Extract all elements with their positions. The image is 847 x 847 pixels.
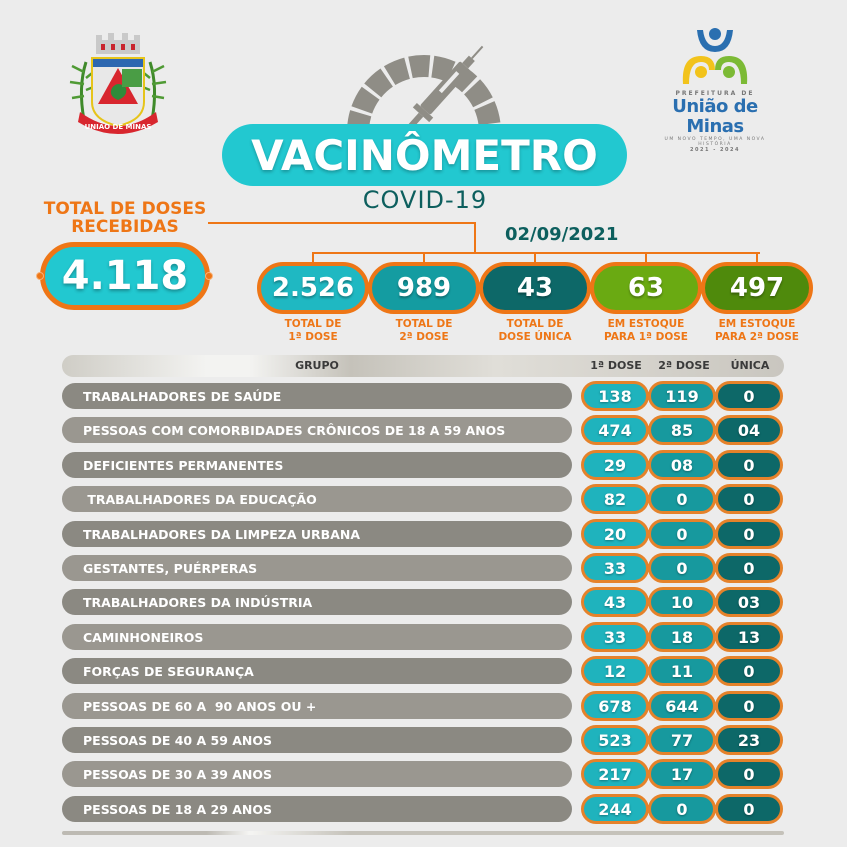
stat-label-line2: PARA 1ª DOSE (604, 331, 688, 343)
people-logo-icon (675, 22, 755, 86)
column-header-group: GRUPO (295, 359, 339, 372)
table-cell-unica: 0 (715, 656, 783, 686)
prefeitura-years: 2021 - 2024 (690, 147, 740, 153)
table-cell-dose2: 0 (648, 484, 716, 514)
group-label: PESSOAS DE 30 A 39 ANOS (83, 766, 273, 782)
prefeitura-logo (650, 22, 780, 152)
connector-line (312, 252, 760, 254)
table-cell-unica: 23 (715, 725, 783, 755)
stat-label-line2: 1ª DOSE (288, 331, 338, 343)
table-cell-dose2: 11 (648, 656, 716, 686)
footer-divider (62, 831, 784, 835)
group-label: DEFICIENTES PERMANENTES (83, 457, 284, 473)
stat-value: 43 (516, 273, 554, 303)
stat-value: 63 (627, 273, 665, 303)
table-row-group (62, 693, 572, 719)
total-label-line1: TOTAL DE DOSES (43, 199, 207, 219)
connector-line (474, 222, 476, 253)
group-label: TRABALHADORES DA INDÚSTRIA (83, 594, 313, 610)
connector-line (208, 222, 476, 224)
table-cell-dose2: 644 (648, 691, 716, 721)
page-title: VACINÔMETRO (251, 130, 598, 180)
stat-value: 497 (729, 273, 785, 303)
table-cell-dose2: 0 (648, 519, 716, 549)
table-cell-dose1: 29 (581, 450, 649, 480)
syringe-gauge-icon (336, 24, 512, 136)
group-label: PESSOAS DE 40 A 59 ANOS (83, 732, 273, 748)
stat-value: 2.526 (271, 273, 355, 303)
table-cell-unica: 0 (715, 691, 783, 721)
stat-total-dose2 (368, 262, 480, 314)
total-label-line2: RECEBIDAS (71, 217, 179, 237)
table-cell-dose2: 0 (648, 553, 716, 583)
table-cell-dose1: 12 (581, 656, 649, 686)
stat-label-line1: TOTAL DE (284, 318, 342, 330)
crest-icon (66, 32, 170, 138)
table-cell-dose1: 43 (581, 587, 649, 617)
table-cell-dose1: 217 (581, 759, 649, 789)
table-cell-dose2: 85 (648, 415, 716, 445)
table-cell-unica: 0 (715, 484, 783, 514)
group-label: TRABALHADORES DA LIMPEZA URBANA (83, 526, 361, 542)
table-row-group (62, 761, 572, 787)
stat-label-total-dose1 (257, 318, 369, 344)
stat-label-line2: PARA 2ª DOSE (715, 331, 799, 343)
table-cell-dose1: 82 (581, 484, 649, 514)
connector-dot (36, 272, 44, 280)
group-label: CAMINHONEIROS (83, 629, 204, 645)
table-cell-dose2: 17 (648, 759, 716, 789)
page-subtitle: COVID-19 (362, 186, 488, 214)
table-cell-dose1: 33 (581, 622, 649, 652)
table-row-group (62, 624, 572, 650)
stat-label-line1: EM ESTOQUE (607, 318, 685, 330)
table-cell-unica: 04 (715, 415, 783, 445)
table-cell-dose1: 20 (581, 519, 649, 549)
table-cell-dose1: 678 (581, 691, 649, 721)
table-cell-unica: 0 (715, 450, 783, 480)
column-header-dose2: 2ª DOSE (658, 359, 710, 372)
column-header-dose1: 1ª DOSE (590, 359, 642, 372)
stat-value: 989 (396, 273, 452, 303)
group-label: PESSOAS DE 18 A 29 ANOS (83, 801, 273, 817)
svg-text:UNIÃO DE MINAS: UNIÃO DE MINAS (84, 123, 152, 131)
group-label: GESTANTES, PUÉRPERAS (83, 560, 258, 576)
connector-dot (205, 272, 213, 280)
table-row-group (62, 383, 572, 409)
table-row-group (62, 452, 572, 478)
stat-label-stock-dose2 (701, 318, 813, 344)
table-cell-unica: 0 (715, 794, 783, 824)
report-date: 02/09/2021 (505, 224, 619, 245)
stat-label-total-dose-unica (479, 318, 591, 344)
municipal-crest-logo (66, 32, 170, 138)
stat-label-line1: EM ESTOQUE (718, 318, 796, 330)
table-cell-unica: 0 (715, 759, 783, 789)
stat-label-line1: TOTAL DE (395, 318, 453, 330)
total-doses-pill (40, 242, 210, 310)
group-label: TRABALHADORES DE SAÚDE (83, 388, 282, 404)
group-label: TRABALHADORES DA EDUCAÇÃO (83, 491, 317, 507)
table-row-group (62, 658, 572, 684)
table-cell-dose2: 08 (648, 450, 716, 480)
table-cell-dose2: 10 (648, 587, 716, 617)
group-label: PESSOAS COM COMORBIDADES CRÔNICOS DE 18 A 59 ANOS (83, 422, 506, 438)
table-row-group (62, 589, 572, 615)
table-cell-unica: 0 (715, 553, 783, 583)
stat-stock-dose2 (701, 262, 813, 314)
prefeitura-label: PREFEITURA DE (675, 90, 755, 97)
table-cell-dose1: 474 (581, 415, 649, 445)
table-row-group (62, 486, 572, 512)
stat-label-line1: TOTAL DE (506, 318, 564, 330)
prefeitura-name: União de Minas (672, 96, 758, 137)
table-row-group (62, 521, 572, 547)
table-cell-unica: 13 (715, 622, 783, 652)
stat-label-line2: 2ª DOSE (399, 331, 449, 343)
group-label: PESSOAS DE 60 A 90 ANOS OU + (83, 698, 317, 714)
table-row-group (62, 796, 572, 822)
table-cell-unica: 0 (715, 519, 783, 549)
table-cell-dose2: 0 (648, 794, 716, 824)
stat-stock-dose1 (590, 262, 702, 314)
stat-label-total-dose2 (368, 318, 480, 344)
table-cell-unica: 03 (715, 587, 783, 617)
group-label: FORÇAS DE SEGURANÇA (83, 663, 254, 679)
table-cell-dose2: 18 (648, 622, 716, 652)
table-cell-dose2: 77 (648, 725, 716, 755)
table-cell-dose2: 119 (648, 381, 716, 411)
table-cell-dose1: 244 (581, 794, 649, 824)
table-cell-dose1: 138 (581, 381, 649, 411)
table-cell-unica: 0 (715, 381, 783, 411)
stat-total-dose-unica (479, 262, 591, 314)
title-banner (222, 124, 627, 186)
table-row-group (62, 555, 572, 581)
column-header-unica: ÚNICA (730, 359, 770, 372)
prefeitura-slogan: UM NOVO TEMPO, UMA NOVA HISTÓRIA (664, 137, 766, 147)
table-row-group (62, 727, 572, 753)
table-cell-dose1: 523 (581, 725, 649, 755)
table-cell-dose1: 33 (581, 553, 649, 583)
total-doses-value: 4.118 (61, 253, 189, 299)
stat-label-line2: DOSE ÚNICA (498, 331, 572, 343)
stat-total-dose1 (257, 262, 369, 314)
table-row-group (62, 417, 572, 443)
total-doses-label (30, 200, 220, 236)
stat-label-stock-dose1 (590, 318, 702, 344)
